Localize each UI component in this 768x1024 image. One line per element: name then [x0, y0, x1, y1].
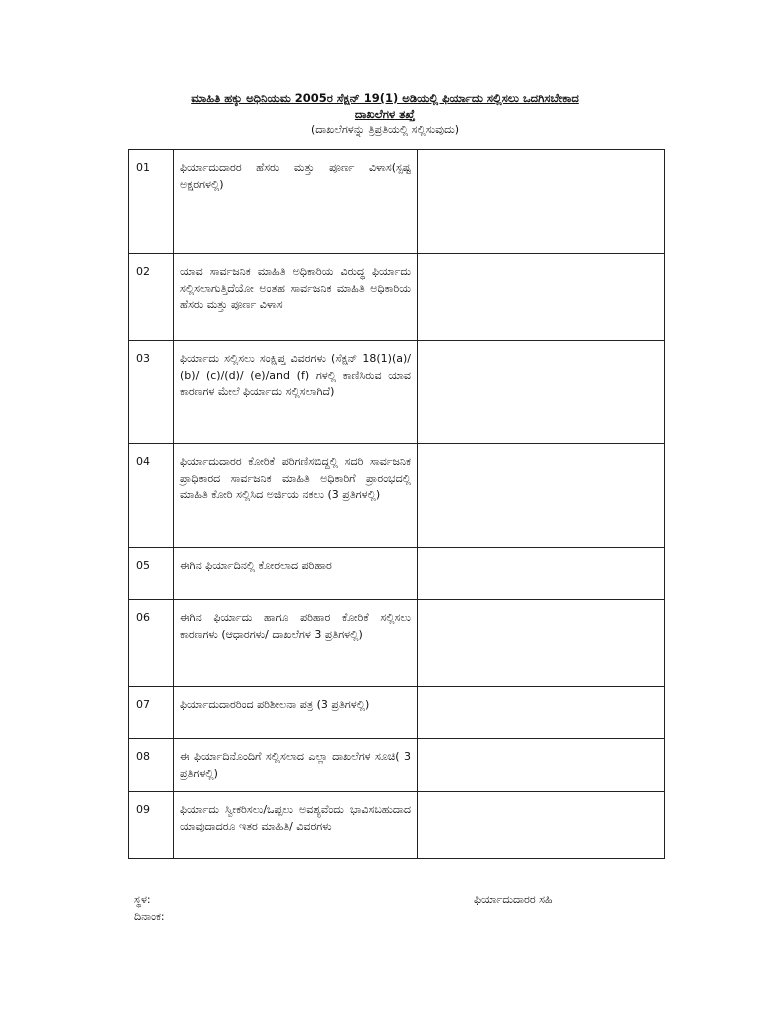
table-row — [129, 687, 665, 739]
row-entry-field[interactable] — [418, 739, 665, 792]
row-number: 04 — [129, 444, 174, 548]
row-description: ಫಿರ್ಯಾದು ಸಲ್ಲಿಸಲು ಸಂಕ್ಷಿಪ್ತ ವಿವರಗಳು (ಸೆಕ್ಷನ್ 18(1)(a)/ (b)/ (c)/(d)/ (e)/and (f) ಗಳಲ್ಲಿ ಕಾಣಿಸಿರುವ ಯಾವ ಕಾರಣಗಳ ಮೇಲೆ ಫಿರ್ಯಾದು ಸಲ್ಲಿಸಲಾಗಿದೆ) — [174, 341, 418, 444]
row-entry-field[interactable] — [418, 444, 665, 548]
row-description: ಫಿರ್ಯಾದುದಾರರಿಂದ ಪರಿಶೀಲನಾ ಪತ್ರ (3 ಪ್ರತಿಗಳಲ್ಲಿ) — [174, 687, 418, 739]
complaint-documents-table — [128, 149, 665, 859]
row-entry-field[interactable] — [418, 792, 665, 859]
heading-note: (ದಾಖಲೆಗಳನ್ನು ತ್ರಿಪ್ರತಿಯಲ್ಲಿ ಸಲ್ಲಿಸುವುದು) — [311, 123, 459, 136]
row-number: 05 — [129, 548, 174, 600]
row-description: ಯಾವ ಸಾರ್ವಜನಿಕ ಮಾಹಿತಿ ಅಧಿಕಾರಿಯ ವಿರುದ್ಧ ಫಿರ್ಯಾದು ಸಲ್ಲಿಸಲಾಗುತ್ತಿದೆಯೋ ಅಂತಹ ಸಾರ್ವಜನಿಕ ಮಾಹಿತಿ ಅಧಿಕಾರಿಯ ಹೆಸರು ಮತ್ತು ಪೂರ್ಣ ವಿಳಾಸ — [174, 254, 418, 341]
heading-subtitle: ದಾಖಲೆಗಳ ತಖ್ತೆ — [354, 107, 416, 121]
row-entry-field[interactable] — [418, 600, 665, 687]
row-entry-field[interactable] — [418, 341, 665, 444]
row-entry-field[interactable] — [418, 150, 665, 254]
heading-title: ಮಾಹಿತಿ ಹಕ್ಕು ಅಧಿನಿಯಮ 2005ರ ಸೆಕ್ಷನ್ 19(1) ಅಡಿಯಲ್ಲಿ ಫಿರ್ಯಾದು ಸಲ್ಲಿಸಲು ಒದಗಿಸಬೇಕಾದ — [191, 91, 579, 105]
row-description: ಈ ಫಿರ್ಯಾದಿನೊಂದಿಗೆ ಸಲ್ಲಿಸಲಾದ ಎಲ್ಲಾ ದಾಖಲೆಗಳ ಸೂಚಿ( 3 ಪ್ರತಿಗಳಲ್ಲಿ) — [174, 739, 418, 792]
table-row — [129, 792, 665, 859]
table-row — [129, 150, 665, 254]
place-label: ಸ್ಥಳ: — [134, 893, 151, 906]
row-number: 02 — [129, 254, 174, 341]
row-number: 07 — [129, 687, 174, 739]
table-row — [129, 548, 665, 600]
table-row — [129, 600, 665, 687]
signature-label: ಫಿರ್ಯಾದುದಾರರ ಸಹಿ — [474, 893, 553, 906]
document-heading — [100, 90, 670, 138]
table-row — [129, 341, 665, 444]
table-row — [129, 739, 665, 792]
row-number: 01 — [129, 150, 174, 254]
row-number: 09 — [129, 792, 174, 859]
row-number: 03 — [129, 341, 174, 444]
row-entry-field[interactable] — [418, 254, 665, 341]
table-row — [129, 444, 665, 548]
row-entry-field[interactable] — [418, 548, 665, 600]
row-number: 06 — [129, 600, 174, 687]
row-entry-field[interactable] — [418, 687, 665, 739]
table-row — [129, 254, 665, 341]
row-number: 08 — [129, 739, 174, 792]
row-description: ಫಿರ್ಯಾದುದಾರರ ಹೆಸರು ಮತ್ತು ಪೂರ್ಣ ವಿಳಾಸ(ಸ್ಪಷ್ಟ ಅಕ್ಷರಗಳಲ್ಲಿ) — [174, 150, 418, 254]
row-description: ಈಗಿನ ಫಿರ್ಯಾದಿನಲ್ಲಿ ಕೋರಲಾದ ಪರಿಹಾರ — [174, 548, 418, 600]
row-description: ಫಿರ್ಯಾದುದಾರರ ಕೋರಿಕೆ ಪರಿಗಣಿಸಬಿದ್ದಲ್ಲಿ ಸದರಿ ಸಾರ್ವಜನಿಕ ಪ್ರಾಧಿಕಾರದ ಸಾರ್ವಜನಿಕ ಮಾಹಿತಿ ಅಧಿಕಾರಿಗೆ ಪ್ರಾರಂಭದಲ್ಲಿ ಮಾಹಿತಿ ಕೋರಿ ಸಲ್ಲಿಸಿದ ಅರ್ಜಿಯ ನಕಲು (3 ಪ್ರತಿಗಳಲ್ಲಿ) — [174, 444, 418, 548]
row-description: ಈಗಿನ ಫಿರ್ಯಾದು ಹಾಗೂ ಪರಿಹಾರ ಕೋರಿಕೆ ಸಲ್ಲಿಸಲು ಕಾರಣಗಳು (ಆಧಾರಗಳು/ ದಾಖಲೆಗಳ 3 ಪ್ರತಿಗಳಲ್ಲಿ) — [174, 600, 418, 687]
row-description: ಫಿರ್ಯಾದು ಸ್ವೀಕರಿಸಲು/ಒಪ್ಪಲು ಅವಶ್ಯವೆಂದು ಭಾವಿಸಬಹುದಾದ ಯಾವುದಾದರೂ ಇತರ ಮಾಹಿತಿ/ ವಿವರಗಳು — [174, 792, 418, 859]
place-date-block — [134, 891, 165, 925]
date-label: ದಿನಾಂಕ: — [134, 910, 165, 923]
